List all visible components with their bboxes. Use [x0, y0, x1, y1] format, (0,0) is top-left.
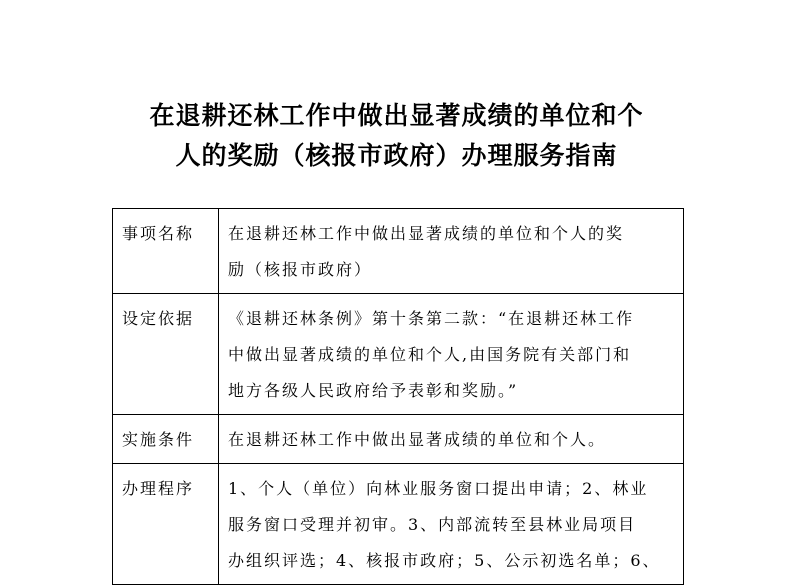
row-content [219, 209, 684, 294]
content-line: 地方各级人民政府给予表彰和奖励。” [228, 381, 519, 400]
service-guide-table [112, 208, 684, 585]
row-label: 设定依据 [113, 294, 219, 415]
document-title [0, 96, 793, 176]
content-line: 服务窗口受理并初审。3、内部流转至县林业局项目 [228, 515, 637, 534]
content-line: 《退耕还林条例》第十条第二款：“在退耕还林工作 [228, 309, 635, 328]
title-line-2: 人的奖励（核报市政府）办理服务指南 [175, 141, 618, 170]
table-row-legal-basis [113, 294, 684, 415]
row-content [219, 294, 684, 415]
content-line: 中做出显著成绩的单位和个人,由国务院有关部门和 [228, 345, 632, 364]
content-line: 在退耕还林工作中做出显著成绩的单位和个人。 [228, 430, 607, 449]
row-label: 事项名称 [113, 209, 219, 294]
row-label: 实施条件 [113, 415, 219, 464]
content-line: 在退耕还林工作中做出显著成绩的单位和个人的奖 [228, 224, 625, 243]
content-line: 励（核报市政府） [228, 260, 373, 279]
table-row-item-name [113, 209, 684, 294]
row-content [219, 415, 684, 464]
content-line: 办组织评选；4、核报市政府；5、公示初选名单；6、 [228, 551, 661, 570]
table-row-conditions [113, 415, 684, 464]
row-content [219, 464, 684, 585]
row-label: 办理程序 [113, 464, 219, 585]
table-row-procedure [113, 464, 684, 585]
content-line: 1、个人（单位）向林业服务窗口提出申请；2、林业 [228, 479, 649, 498]
title-line-1: 在退耕还林工作中做出显著成绩的单位和个 [149, 101, 644, 130]
